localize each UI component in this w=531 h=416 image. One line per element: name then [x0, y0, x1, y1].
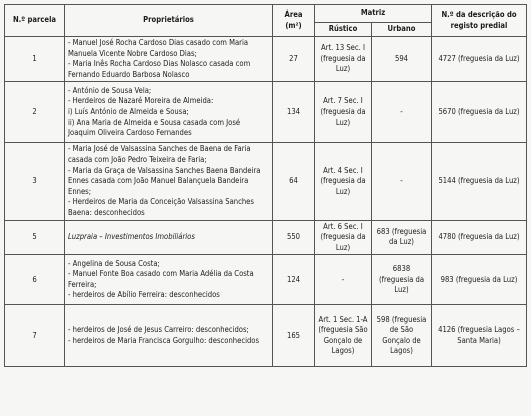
rustico-cell: Art. 4 Sec. I (freguesia da Luz)	[315, 143, 372, 220]
header-parcela: N.º parcela	[5, 5, 65, 37]
registo-cell: 4126 (freguesia Lagos – Santa Maria)	[432, 305, 527, 367]
owner-line: - Herdeiros de Maria da Conceição Valsassina Sanches Baena: desconhecidos	[68, 197, 254, 217]
table-row	[5, 305, 527, 367]
owner-line: ii) Ana Maria de Almeida e Sousa casada com José Joaquim Oliveira Cardoso Fernandes	[68, 117, 241, 138]
header-urbano: Urbano	[372, 23, 432, 37]
owners-cell	[65, 220, 273, 255]
urbano-cell: 598 (freguesia de São Gonçalo de Lagos)	[372, 305, 432, 367]
owners-cell	[65, 143, 273, 220]
registo-cell: 5670 (freguesia da Luz)	[432, 82, 527, 143]
parcela-cell: 2	[5, 82, 65, 143]
table-row	[5, 143, 527, 220]
table-header-row	[5, 5, 527, 23]
owner-line: - Angelina de Sousa Costa;	[68, 258, 160, 268]
registo-cell: 983 (freguesia da Luz)	[432, 255, 527, 305]
owner-line: - Maria Inês Rocha Cardoso Dias Nolasco casada com Fernando Eduardo Barbosa Nolasco	[68, 59, 251, 79]
owner-line: i) Luís António de Almeida e Sousa;	[68, 107, 189, 117]
document-page	[4, 4, 526, 367]
table-body	[5, 37, 527, 367]
table-row	[5, 82, 527, 143]
urbano-cell: 683 (freguesia da Luz)	[372, 220, 432, 255]
rustico-cell: Art. 6 Sec. I (freguesia da Luz)	[315, 220, 372, 255]
rustico-cell: Art. 7 Sec. I (freguesia da Luz)	[315, 82, 372, 143]
owner-line: - Maria da Graça de Valsassina Sanches Baena Bandeira Ennes casada com João Manuel Balançuela Bandeira Ennes;	[68, 165, 261, 196]
parcela-cell: 3	[5, 143, 65, 220]
urbano-cell: -	[372, 143, 432, 220]
header-rustico: Rústico	[315, 23, 372, 37]
table-row	[5, 220, 527, 255]
owner-line: Luzpraia – Investimentos Imobiliários	[68, 232, 195, 242]
owners-cell	[65, 82, 273, 143]
area-cell: 165	[273, 305, 315, 367]
parcela-cell: 5	[5, 220, 65, 255]
owners-cell	[65, 305, 273, 367]
owner-line: - herdeiros de José de Jesus Carreiro: desconhecidos;	[68, 325, 249, 335]
table-row	[5, 255, 527, 305]
registo-cell: 4727 (freguesia da Luz)	[432, 37, 527, 82]
owner-line: - Herdeiros de Nazaré Moreira de Almeida:	[68, 96, 214, 106]
owner-line: - Manuel José Rocha Cardoso Dias casado com Maria Manuela Vicente Nobre Cardoso Dias;	[68, 38, 249, 58]
owner-line: - herdeiros de Abílio Ferreira: desconhecidos	[68, 290, 220, 300]
table-row	[5, 37, 527, 82]
parcela-cell: 7	[5, 305, 65, 367]
area-cell: 124	[273, 255, 315, 305]
header-registo: N.º da descrição do registo predial	[432, 5, 527, 37]
urbano-cell: 6838 (freguesia da Luz)	[372, 255, 432, 305]
parcela-cell: 6	[5, 255, 65, 305]
owner-line: - António de Sousa Vela;	[68, 85, 152, 95]
area-cell: 134	[273, 82, 315, 143]
header-area: Área (m²)	[273, 5, 315, 37]
rustico-cell: Art. 1 Sec. 1-A (freguesia São Gonçalo de Lagos)	[315, 305, 372, 367]
header-proprietarios: Proprietários	[65, 5, 273, 37]
urbano-cell: 594	[372, 37, 432, 82]
rustico-cell: Art. 13 Sec. I (freguesia da Luz)	[315, 37, 372, 82]
area-cell: 27	[273, 37, 315, 82]
owner-line: - Maria José de Valsassina Sanches de Baena de Faria casada com João Pedro Teixeira de Faria;	[68, 144, 251, 164]
urbano-cell: -	[372, 82, 432, 143]
header-matriz: Matriz	[315, 5, 432, 23]
parcels-table	[4, 4, 527, 367]
owners-cell	[65, 255, 273, 305]
owners-cell	[65, 37, 273, 82]
owner-line: - Manuel Fonte Boa casado com Maria Adélia da Costa Ferreira;	[68, 269, 254, 289]
area-cell: 550	[273, 220, 315, 255]
owner-line: - herdeiros de Maria Francisca Gorgulho: desconhecidos	[68, 335, 260, 345]
parcela-cell: 1	[5, 37, 65, 82]
area-cell: 64	[273, 143, 315, 220]
rustico-cell: -	[315, 255, 372, 305]
registo-cell: 4780 (freguesia da Luz)	[432, 220, 527, 255]
registo-cell: 5144 (freguesia da Luz)	[432, 143, 527, 220]
